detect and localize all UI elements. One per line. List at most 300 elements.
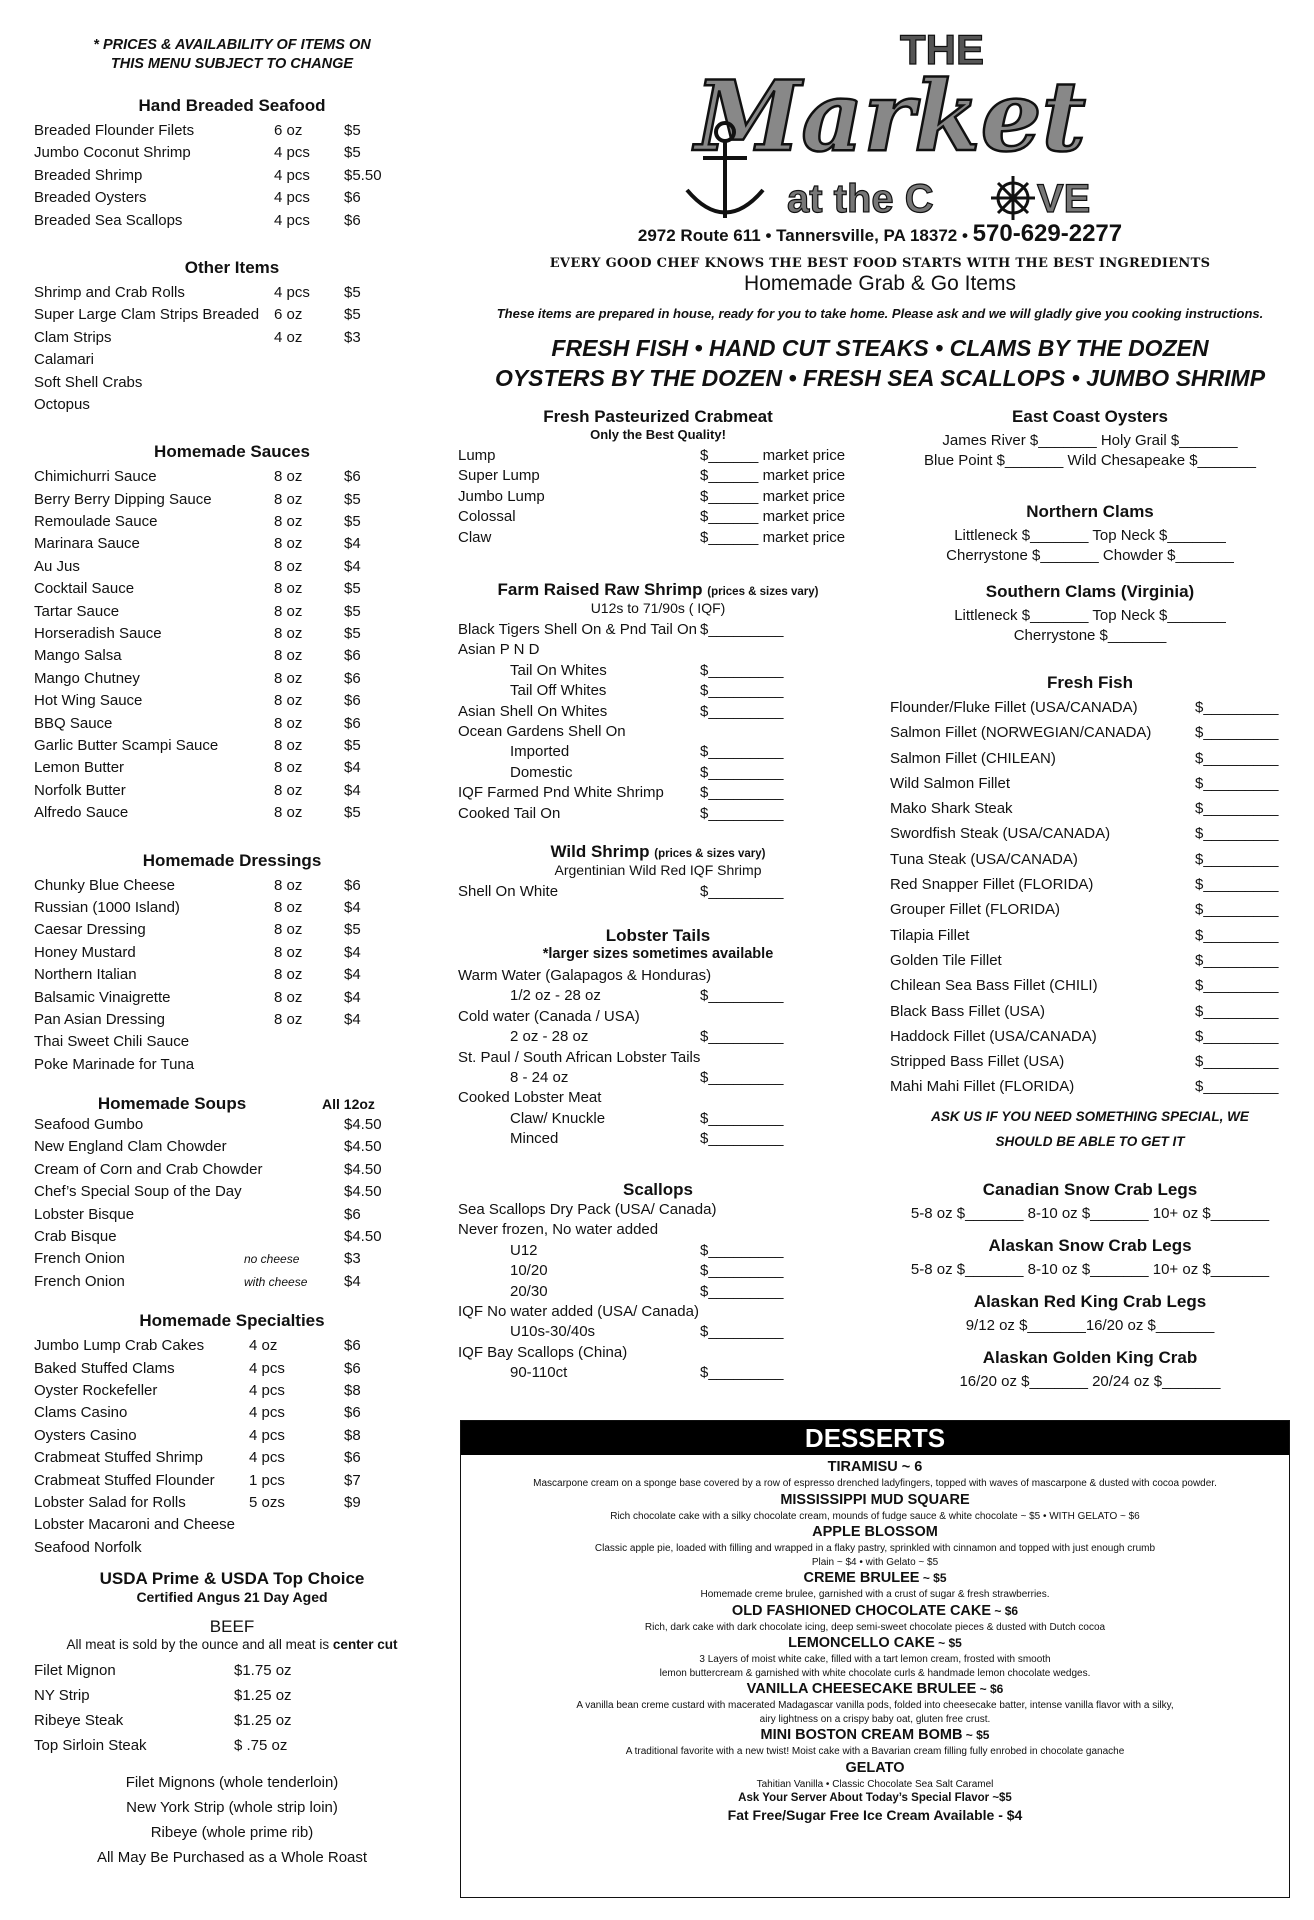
item-price: $_________: [1195, 800, 1279, 818]
item-name: Black Bass Fillet (USA): [890, 1002, 1046, 1020]
menu-row: [458, 1129, 858, 1149]
menu-row: [458, 804, 858, 824]
price-notice: * PRICES & AVAILABILITY OF ITEMS ON THIS MENU SUBJECT TO CHANGE: [93, 37, 371, 72]
item-name: Imported: [510, 743, 570, 761]
specialties-title: Homemade Specialties: [139, 1311, 325, 1331]
specialties-list: [22, 1335, 442, 1559]
item-price: [700, 1302, 858, 1322]
crab-legs-list: [890, 1180, 1290, 1392]
menu-row: [458, 640, 858, 660]
menu-row: [22, 1658, 442, 1683]
item-size: 8 oz: [274, 736, 303, 754]
item-price: $1.25 oz: [234, 1687, 292, 1705]
northern-clams-title: Northern Clams: [1026, 502, 1154, 521]
sauces-title: Homemade Sauces: [154, 442, 310, 462]
item-size: 8 oz: [274, 943, 303, 961]
seafood-title: Hand Breaded Seafood: [138, 96, 326, 115]
item-name: Alfredo Sauce: [34, 804, 129, 822]
menu-row: [22, 466, 442, 488]
item-size: 8 oz: [274, 714, 303, 732]
item-name: Breaded Shrimp: [34, 166, 143, 184]
item-price: $5.50: [344, 166, 382, 184]
item-price: [700, 640, 858, 660]
menu-row: [458, 763, 858, 783]
menu-row: [22, 1136, 442, 1158]
fish-row: [890, 948, 1290, 973]
dessert-title: MISSISSIPPI MUD SQUARE: [780, 1491, 970, 1508]
item-size: 8 oz: [274, 625, 303, 643]
menu-row: [22, 601, 442, 623]
item-size: 4 pcs: [274, 144, 310, 162]
dessert-name: [461, 1569, 1289, 1588]
item-name: Cooked Tail On: [458, 804, 561, 822]
menu-row: [22, 349, 442, 371]
fresh-fish-title: Fresh Fish: [1047, 673, 1133, 692]
beef-list: [22, 1658, 442, 1758]
item-price: $4: [344, 1010, 361, 1028]
dessert-price: ~ $6: [991, 1603, 1019, 1618]
item-size: 6 oz: [274, 306, 303, 324]
item-name: Seafood Norfolk: [34, 1538, 142, 1556]
item-name: Colossal: [458, 508, 516, 526]
grab-go-title: Homemade Grab & Go Items: [744, 272, 1016, 295]
item-name: Salmon Fillet (CHILEAN): [890, 749, 1056, 767]
menu-row: [458, 1261, 858, 1281]
dessert-title: VANILLA CHEESECAKE BRULEE: [746, 1681, 977, 1697]
item-price: $6: [344, 669, 361, 687]
item-price: $_________: [700, 1364, 784, 1382]
item-size: 5 ozs: [249, 1493, 285, 1511]
item-name: IQF Bay Scallops (China): [458, 1343, 628, 1361]
item-name: Thai Sweet Chili Sauce: [34, 1033, 190, 1051]
menu-row: [22, 875, 442, 897]
item-size: 4 pcs: [274, 283, 310, 301]
dessert-title: OLD FASHIONED CHOCOLATE CAKE: [731, 1602, 992, 1619]
item-name: Claw: [458, 528, 492, 546]
item-price: $_________: [700, 661, 784, 679]
roast-list: Filet Mignons (whole tenderloin) New York Strip (whole strip loin) Ribeye (whole prime rib) All May Be Purchased as a Whole Roast: [96, 1774, 368, 1867]
item-price: $_________: [700, 987, 784, 1005]
item-name: 1/2 oz - 28 oz: [510, 987, 601, 1005]
item-size: 8 oz: [274, 804, 303, 822]
scallops-section: [458, 1180, 858, 1384]
menu-row: [22, 1031, 442, 1053]
menu-row: [458, 528, 858, 548]
item-name: Cold water (Canada / USA): [458, 1007, 640, 1025]
item-name: Jumbo Lump Crab Cakes: [34, 1337, 205, 1355]
item-name: Lobster Bisque: [34, 1205, 135, 1223]
item-name: Remoulade Sauce: [34, 513, 158, 531]
item-name: Super Large Clam Strips Breaded: [34, 306, 260, 324]
item-size: 1 pcs: [249, 1471, 285, 1489]
phone-number: 570-629-2277: [972, 220, 1123, 247]
item-name: Filet Mignon: [34, 1662, 116, 1680]
item-size: 8 oz: [274, 490, 303, 508]
item-name: New England Clam Chowder: [34, 1138, 227, 1156]
item-price: [344, 1537, 414, 1559]
item-name: 10/20: [510, 1262, 548, 1280]
item-size: 4 pcs: [249, 1381, 285, 1399]
item-name: Cocktail Sauce: [34, 580, 135, 598]
dessert-name: [461, 1523, 1289, 1542]
menu-row: [458, 882, 858, 902]
dessert-price: ~ $5: [919, 1571, 947, 1585]
menu-row: [22, 897, 442, 919]
wild-shrimp-title: Wild Shrimp (prices & sizes vary): [550, 842, 766, 861]
menu-row: [22, 987, 442, 1009]
item-size: [274, 349, 344, 371]
dessert-description: Tahitian Vanilla • Classic Chocolate Sea Salt Caramel: [756, 1778, 994, 1790]
item-price: [344, 372, 414, 394]
menu-row: [458, 1363, 858, 1383]
item-price: $_________: [1195, 1078, 1279, 1096]
item-name: St. Paul / South African Lobster Tails: [458, 1048, 701, 1066]
crab-legs-title: Alaskan Snow Crab Legs: [988, 1236, 1192, 1255]
item-price: $_________: [700, 763, 784, 781]
lobster-list: [458, 966, 858, 1150]
lobster-section: [458, 926, 858, 1150]
item-name: 8 - 24 oz: [510, 1068, 569, 1086]
seafood-list: [22, 120, 442, 232]
fish-row: [890, 1024, 1290, 1049]
item-price: $8: [344, 1381, 361, 1399]
item-name: Octopus: [34, 395, 90, 413]
fish-row: [890, 923, 1290, 948]
crabmeat-title: Fresh Pasteurized Crabmeat: [543, 407, 773, 426]
item-price: $4.50: [344, 1116, 382, 1134]
item-price: $5: [344, 144, 361, 162]
item-name: Breaded Oysters: [34, 189, 147, 207]
menu-row: [22, 210, 442, 232]
item-price: $6: [344, 1449, 361, 1467]
menu-row: [22, 690, 442, 712]
item-name: Ocean Gardens Shell On: [458, 722, 626, 740]
desserts-list: [461, 1455, 1289, 1791]
menu-row: [458, 1088, 858, 1108]
item-name: Chimichurri Sauce: [34, 468, 157, 486]
item-price: $_________: [1195, 876, 1279, 894]
item-name: Russian (1000 Island): [34, 898, 180, 916]
item-name: Seafood Gumbo: [34, 1116, 144, 1134]
market-logo: [665, 20, 1125, 225]
item-price: $3: [344, 328, 361, 346]
menu-row: [22, 757, 442, 779]
item-price: $5: [344, 122, 361, 139]
item-price: $4: [344, 1272, 361, 1290]
item-price: $3: [344, 1250, 361, 1268]
menu-row: [22, 1492, 442, 1514]
item-size: 4 pcs: [249, 1359, 285, 1377]
crab-legs-prices: 5-8 oz $_______ 8-10 oz $_______ 10+ oz $_______: [910, 1205, 1270, 1222]
item-price: [700, 1007, 858, 1027]
menu-row: [22, 372, 442, 394]
item-price: $5: [344, 306, 361, 324]
item-name: Honey Mustard: [34, 943, 136, 961]
menu-row: [22, 919, 442, 941]
item-name: U12: [510, 1241, 538, 1259]
item-size: 4 pcs: [274, 189, 310, 207]
item-price: $4.50: [344, 1183, 382, 1201]
item-price: $_________: [1195, 1027, 1279, 1045]
item-size: 8 oz: [274, 1010, 303, 1028]
item-price: $5: [344, 283, 361, 301]
oysters-section: East Coast Oysters James River $_______ Holy Grail $_______ Blue Point $_______ Wild Chesapeake $_______: [890, 407, 1290, 471]
menu-row: [22, 165, 442, 187]
item-name: Soft Shell Crabs: [34, 373, 143, 391]
item-price: $6: [344, 189, 361, 207]
dessert-name: [461, 1726, 1289, 1745]
menu-row: [458, 1007, 858, 1027]
item-price: $6: [344, 211, 361, 229]
menu-row: [458, 446, 858, 466]
item-name: IQF No water added (USA/ Canada): [458, 1302, 699, 1320]
item-price: $_________: [1195, 926, 1279, 944]
menu-row: [458, 681, 858, 701]
item-size: 4 pcs: [249, 1426, 285, 1444]
menu-row: [458, 722, 858, 742]
item-name: Jumbo Lump: [458, 487, 545, 505]
item-size: 8 oz: [274, 513, 303, 531]
item-price: $9: [344, 1493, 361, 1511]
dressings-title: Homemade Dressings: [142, 850, 322, 870]
shrimp-title: Farm Raised Raw Shrimp (prices & sizes vary): [497, 580, 819, 599]
dessert-description: A vanilla bean creme custard with macerated Madagascar vanilla pods, folded into cheesecake batter, intense vanilla flavor with a silky,: [576, 1700, 1174, 1711]
beef-title: BEEF: [209, 1617, 255, 1637]
menu-row: [22, 1683, 442, 1708]
sauces-list: [22, 466, 442, 824]
menu-row: [22, 1009, 442, 1031]
item-name: Cream of Corn and Crab Chowder: [34, 1160, 263, 1178]
usda-subtitle: Certified Angus 21 Day Aged: [136, 1589, 328, 1606]
item-price: $5: [344, 921, 361, 939]
dessert-description: lemon buttercream & garnished with white chocolate curls & handmade lemon chocolate wedges.: [659, 1667, 1091, 1679]
menu-row: [22, 489, 442, 511]
item-name: Au Jus: [34, 557, 80, 575]
menu-row: [22, 1204, 442, 1226]
lobster-title: Lobster Tails: [605, 926, 711, 945]
logo-market: Market: [695, 60, 1086, 173]
item-price: $1.25 oz: [234, 1712, 292, 1730]
item-name: Shell On White: [458, 883, 559, 900]
soups-list: [22, 1114, 442, 1293]
menu-row: [22, 187, 442, 209]
dessert-description: A traditional favorite with a new twist! Moist cake with a Bavarian cream filling fully enrobed in chocolate ganache: [625, 1746, 1125, 1757]
item-name: Domestic: [510, 763, 573, 781]
item-price: $5: [344, 580, 361, 598]
item-name: French Onion: [34, 1272, 125, 1290]
dessert-name: [461, 1680, 1289, 1699]
dessert-description: airy lightness on a crispy baby oat, gluten free crust.: [759, 1713, 991, 1725]
item-name: Swordfish Steak (USA/CANADA): [890, 825, 1111, 843]
menu-row: [458, 466, 858, 486]
item-price: $7: [344, 1471, 361, 1489]
dessert-title: MINI BOSTON CREAM BOMB: [760, 1727, 963, 1743]
dessert-price: ~ $5: [962, 1728, 990, 1742]
item-name: Lemon Butter: [34, 759, 125, 777]
item-name: Pan Asian Dressing: [34, 1010, 165, 1028]
item-name: Grouper Fillet (FLORIDA): [890, 901, 1061, 919]
dessert-title: LEMONCELLO CAKE: [788, 1635, 935, 1651]
item-price: $5: [344, 804, 361, 822]
item-size: 4 pcs: [274, 211, 310, 229]
scallops-list: [458, 1200, 858, 1384]
item-price: $_________: [1195, 1053, 1279, 1071]
menu-row: [458, 742, 858, 762]
item-size: 8 oz: [274, 557, 303, 575]
menu-row: [22, 1159, 442, 1181]
menu-row: [22, 1114, 442, 1136]
item-price: [700, 1200, 858, 1220]
item-price: $_________: [700, 1109, 784, 1127]
item-size: [244, 1159, 344, 1181]
item-price: $_________: [700, 1028, 784, 1046]
menu-row: [22, 802, 442, 824]
beef-note: All meat is sold by the ounce and all meat is center cut: [66, 1637, 398, 1653]
item-name: Red Snapper Fillet (FLORIDA): [890, 876, 1094, 894]
item-price: $_________: [1195, 774, 1279, 792]
item-price: $5: [344, 513, 361, 531]
other-items-title: Other Items: [184, 257, 280, 277]
dessert-description: Rich chocolate cake with a silky chocolate cream, mounds of fudge sauce & white chocolate ~ $5 • WITH GELATO ~ $6: [610, 1510, 1140, 1522]
item-name: Mako Shark Steak: [890, 800, 1013, 818]
dessert-title: APPLE BLOSSOM: [812, 1524, 938, 1540]
menu-row: [22, 668, 442, 690]
item-price: [700, 722, 858, 742]
item-price: $_________: [700, 804, 784, 822]
item-price: $6: [344, 647, 361, 665]
ships-wheel-icon: [991, 176, 1035, 220]
menu-row: [458, 1220, 858, 1240]
item-size: 8 oz: [274, 921, 303, 939]
menu-row: [22, 1226, 442, 1248]
item-price: [700, 1048, 858, 1068]
item-size: [249, 1537, 344, 1559]
item-price: $_________: [700, 1130, 784, 1148]
soups-size: All 12oz: [322, 1096, 375, 1113]
item-price: $______ market price: [700, 487, 846, 505]
menu-row: [22, 304, 442, 326]
item-price: $_________: [1195, 724, 1279, 742]
item-size: 8 oz: [274, 898, 303, 916]
menu-row: [22, 1470, 442, 1492]
item-name: Sea Scallops Dry Pack (USA/ Canada): [458, 1201, 717, 1218]
item-price: $1.75 oz: [234, 1662, 292, 1680]
item-name: Shrimp and Crab Rolls: [34, 283, 185, 301]
item-name: Black Tigers Shell On & Pnd Tail On: [458, 621, 698, 638]
menu-row: [22, 1708, 442, 1733]
item-name: Ribeye Steak: [34, 1712, 124, 1730]
shrimp-subtitle: U12s to 71/90s ( IQF): [590, 600, 726, 616]
item-name: Crab Bisque: [34, 1228, 117, 1246]
item-name: Mango Salsa: [34, 647, 122, 665]
item-price: $4: [344, 535, 361, 553]
soups-header: [22, 1094, 442, 1114]
item-price: $_________: [700, 621, 784, 638]
fish-row: [890, 999, 1290, 1024]
menu-row: [22, 942, 442, 964]
crab-legs-title: Canadian Snow Crab Legs: [982, 1180, 1198, 1199]
item-price: $_________: [700, 1282, 784, 1300]
dessert-price: ~ $5: [934, 1636, 962, 1650]
item-size: 8 oz: [274, 966, 303, 984]
item-name: IQF Farmed Pnd White Shrimp: [458, 784, 664, 802]
item-size: 8 oz: [274, 468, 303, 486]
menu-row: [22, 578, 442, 600]
dessert-description: Mascarpone cream on a sponge base covered by a row of espresso drenched ladyfingers, topped with waves of mascarpone & dusted with cocoa powder.: [533, 1478, 1217, 1489]
dessert-name: [461, 1634, 1289, 1653]
menu-row: [22, 1514, 442, 1536]
item-price: $6: [344, 1205, 361, 1223]
menu-row: [22, 394, 442, 416]
item-price: $4: [344, 781, 361, 799]
item-price: [344, 349, 414, 371]
menu-row: [22, 1181, 442, 1203]
left-column: [22, 36, 442, 1870]
item-name: Poke Marinade for Tuna: [34, 1055, 195, 1073]
item-price: $_________: [1195, 901, 1279, 919]
menu-row: [22, 511, 442, 533]
item-price: $_________: [700, 1241, 784, 1259]
item-price: $4.50: [344, 1160, 382, 1178]
item-size: [274, 1031, 344, 1053]
item-size: 4 oz: [274, 328, 303, 346]
item-size: 8 oz: [274, 759, 303, 777]
menu-row: [22, 1447, 442, 1469]
logo-cove-end: VE: [1037, 177, 1091, 221]
item-price: $6: [344, 1337, 361, 1355]
item-price: $6: [344, 1359, 361, 1377]
item-name: Tuna Steak (USA/CANADA): [890, 850, 1078, 868]
item-price: [700, 966, 858, 986]
item-name: Oysters Casino: [34, 1426, 137, 1444]
menu-row: [22, 964, 442, 986]
dressings-list: [22, 875, 442, 1077]
item-name: Marinara Sauce: [34, 535, 140, 553]
item-size: no cheese: [244, 1252, 300, 1267]
item-name: Never frozen, No water added: [458, 1221, 659, 1239]
item-name: Mahi Mahi Fillet (FLORIDA): [890, 1078, 1075, 1096]
dessert-title: CREME BRULEE: [803, 1570, 920, 1586]
item-size: 4 pcs: [274, 166, 310, 184]
item-price: $_________: [1195, 825, 1279, 843]
item-size: 6 oz: [274, 122, 303, 139]
item-size: 4 pcs: [249, 1449, 285, 1467]
item-price: $_________: [700, 784, 784, 802]
desserts-title: DESSERTS: [461, 1421, 1289, 1455]
item-name: Clam Strips: [34, 328, 112, 346]
item-name: Tartar Sauce: [34, 602, 120, 620]
item-price: $4: [344, 943, 361, 961]
motto: EVERY GOOD CHEF KNOWS THE BEST FOOD STARTS WITH THE BEST INGREDIENTS: [549, 256, 1211, 271]
menu-row: [458, 1322, 858, 1342]
banner-line-2: OYSTERS BY THE DOZEN • FRESH SEA SCALLOPS • JUMBO SHRIMP: [494, 365, 1266, 391]
dessert-description: Homemade creme brulee, garnished with a crust of sugar & fresh strawberries.: [700, 1589, 1050, 1600]
menu-row: [22, 1054, 442, 1076]
menu-row: [22, 1402, 442, 1424]
item-name: Horseradish Sauce: [34, 625, 162, 643]
logo-at-the: at the C: [787, 177, 934, 221]
menu-row: [458, 1241, 858, 1261]
item-name: Calamari: [34, 351, 95, 369]
northern-clams-section: Northern Clams Littleneck $_______ Top Neck $_______ Cherrystone $_______ Chowder $_______: [890, 502, 1290, 566]
fish-row: [890, 771, 1290, 796]
crab-legs-title: Alaskan Red King Crab Legs: [973, 1292, 1207, 1311]
southern-clams-title: Southern Clams (Virginia): [985, 582, 1195, 601]
item-size: 8 oz: [274, 988, 303, 1006]
item-name: Chef’s Special Soup of the Day: [34, 1183, 242, 1201]
menu-row: [458, 1282, 858, 1302]
fish-row: [890, 1049, 1290, 1074]
